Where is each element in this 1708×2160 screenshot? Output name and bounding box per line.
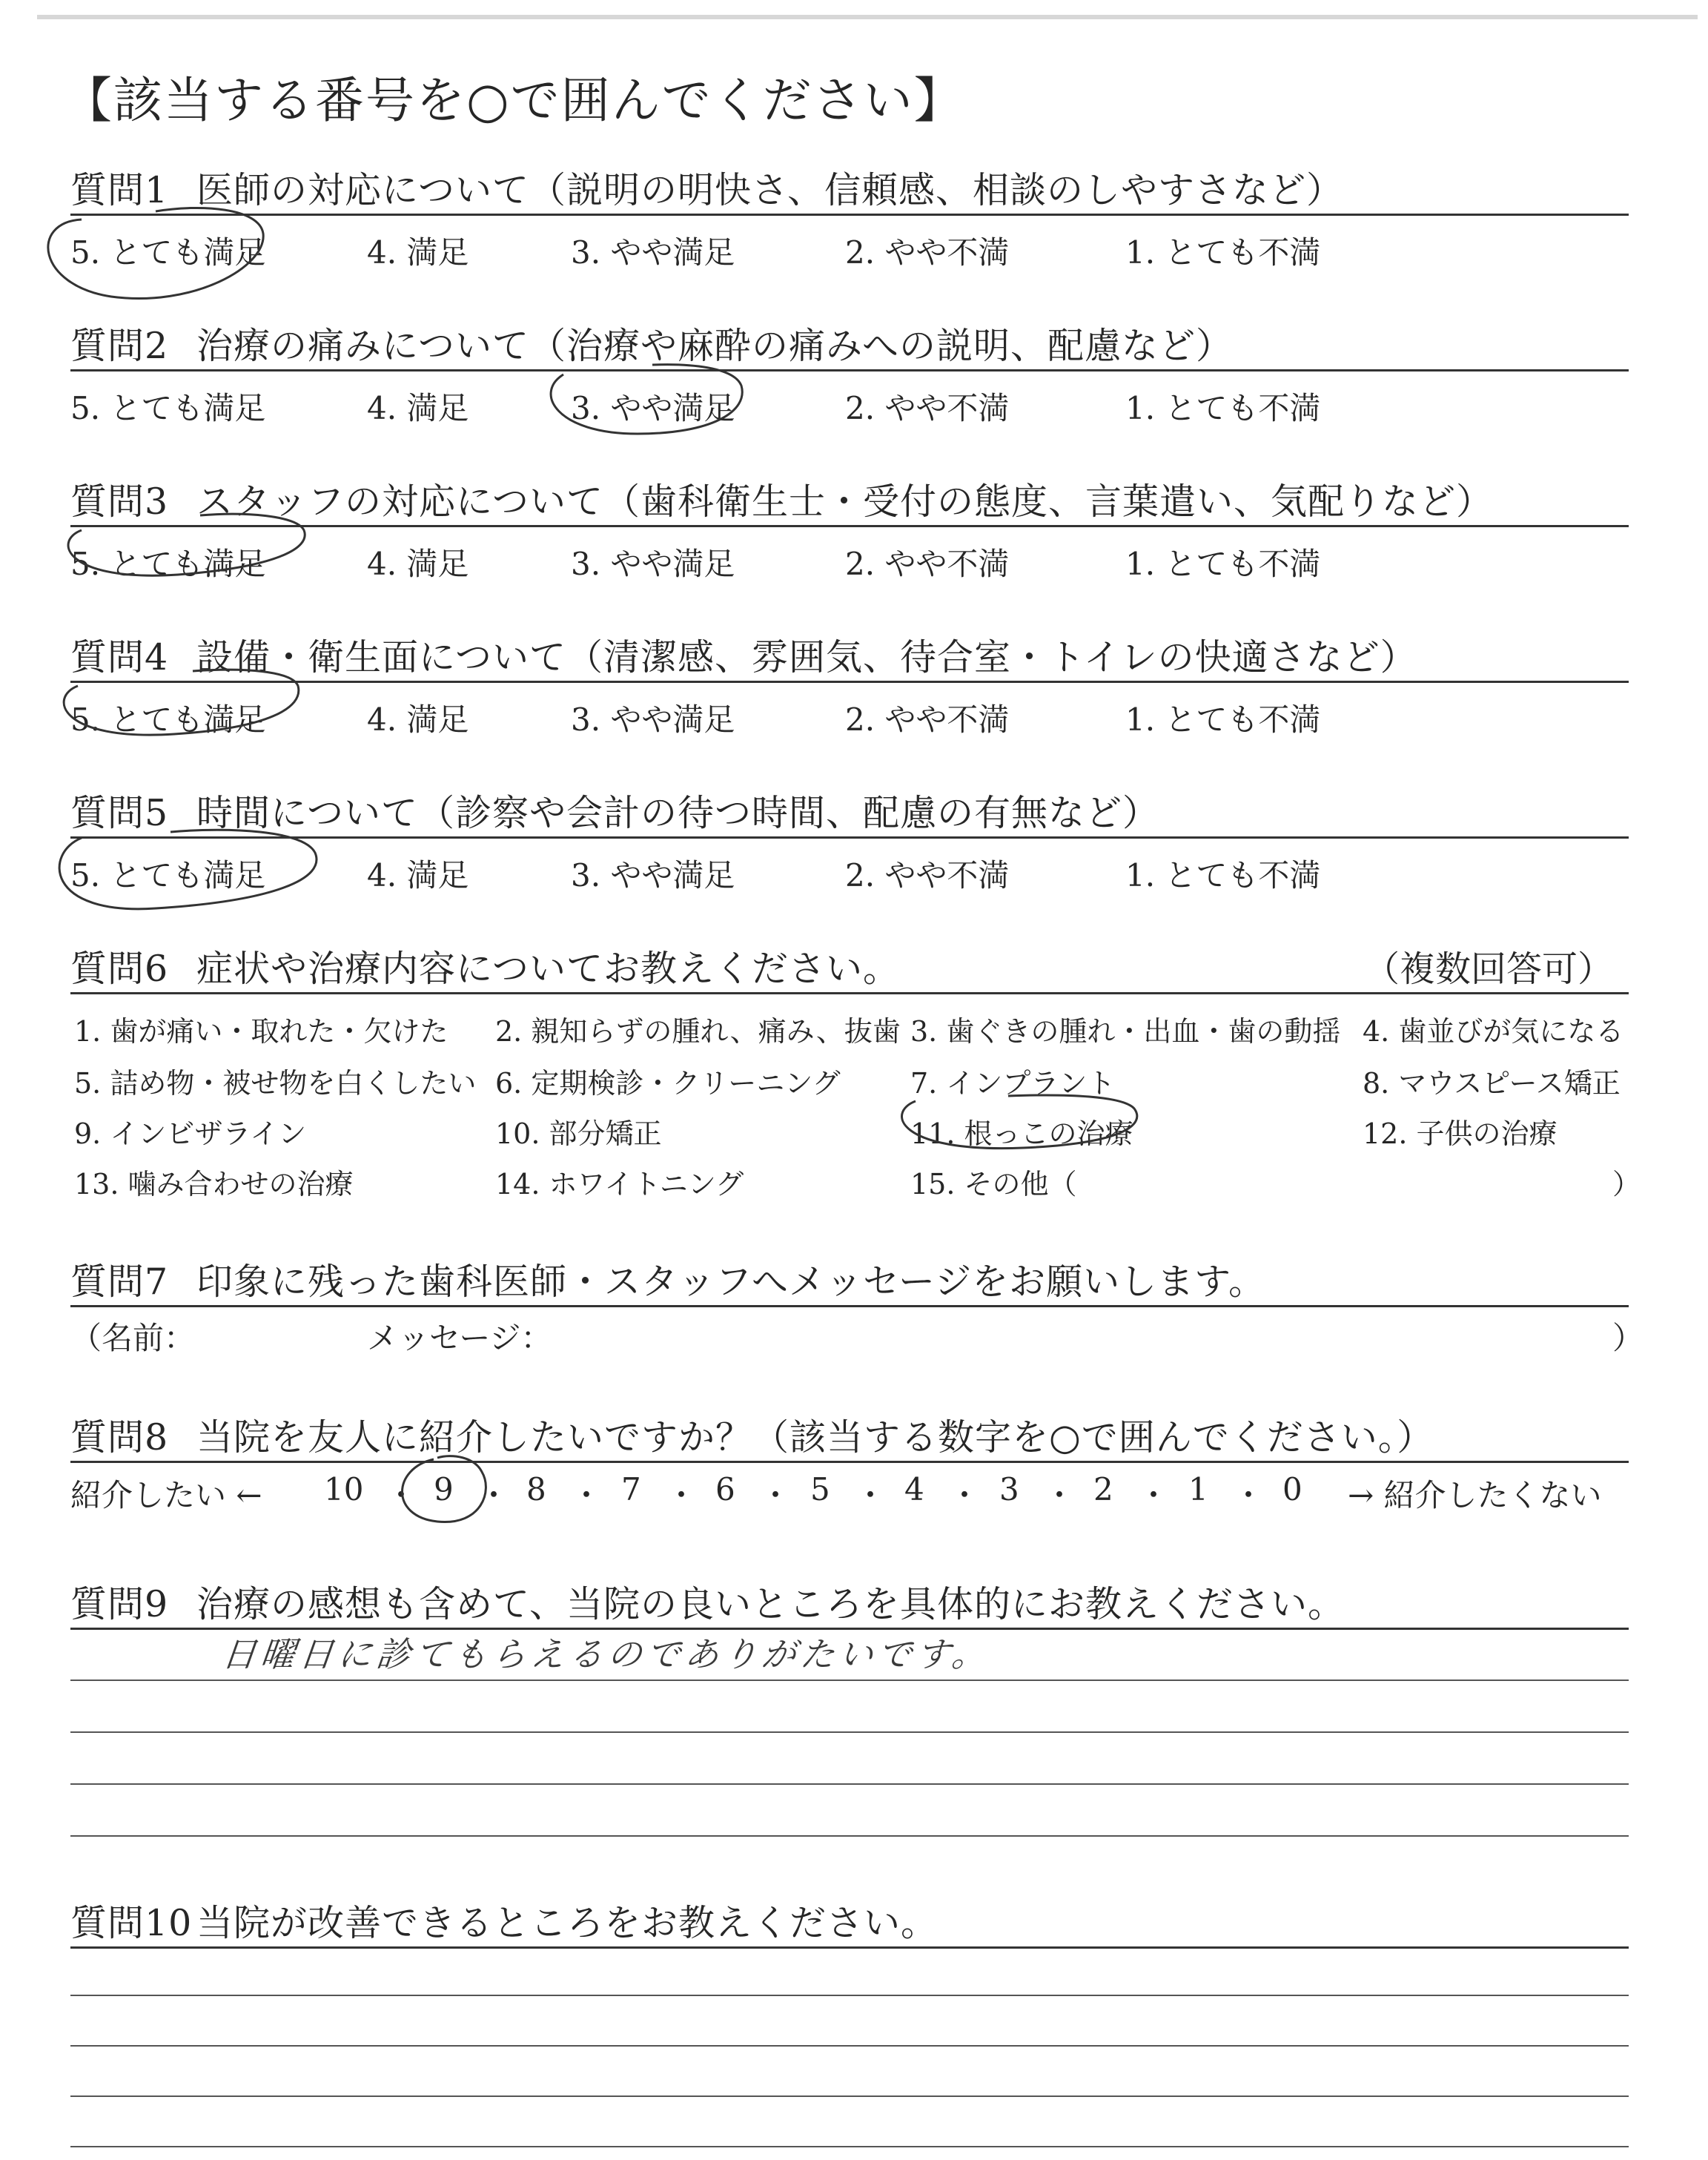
q6-option-12[interactable]: 12. 子供の治療 <box>1363 1117 1558 1150</box>
q6-option-4[interactable]: 4. 歯並びが気になる <box>1363 1015 1624 1048</box>
q1-option-1[interactable]: 1. とても不満 <box>1125 234 1321 271</box>
question-number: 質問9 <box>70 1583 169 1625</box>
q5-option-5[interactable]: 5. とても満足 <box>70 857 266 894</box>
page-title: 【該当する番号を○で囲んでください】 <box>63 72 964 129</box>
q2-option-5[interactable]: 5. とても満足 <box>70 390 266 426</box>
question-number: 質問10 <box>70 1902 193 1944</box>
question-number: 質問3 <box>70 480 169 523</box>
q1-option-5[interactable]: 5. とても満足 <box>70 234 266 271</box>
q6-option-3[interactable]: 3. 歯ぐきの腫れ・出血・歯の動揺 <box>910 1015 1341 1048</box>
q4-option-5[interactable]: 5. とても満足 <box>70 701 266 738</box>
q8-separator: ・ <box>385 1477 417 1513</box>
q8-selection-circle <box>403 1456 486 1522</box>
q6-option-6[interactable]: 6. 定期検診・クリーニング <box>495 1067 841 1100</box>
question-number: 質問4 <box>70 636 169 678</box>
q6-option-8[interactable]: 8. マウスピース矯正 <box>1363 1067 1621 1100</box>
q8-scale-7[interactable]: 7 <box>621 1471 641 1507</box>
q1-option-4[interactable]: 4. 満足 <box>367 234 469 271</box>
question-number: 質問7 <box>70 1261 169 1303</box>
q8-scale-9[interactable]: 9 <box>434 1471 454 1507</box>
q8-separator: ・ <box>666 1477 698 1513</box>
q5-option-2[interactable]: 2. やや不満 <box>845 857 1010 894</box>
question-text: 治療の感想も含めて、当院の良いところを具体的にお教えください。 <box>196 1583 1345 1625</box>
q5-option-1[interactable]: 1. とても不満 <box>1125 857 1321 894</box>
q8-separator: ・ <box>1138 1477 1170 1513</box>
q8-separator: ・ <box>478 1477 510 1513</box>
question-number: 質問2 <box>70 325 169 367</box>
q2-option-2[interactable]: 2. やや不満 <box>845 390 1010 426</box>
q1-selection-circle <box>48 208 266 298</box>
question-text: 設備・衛生面について（清潔感、雰囲気、待合室・トイレの快適さなど） <box>196 636 1417 678</box>
q2-option-4[interactable]: 4. 満足 <box>367 390 469 426</box>
q2-option-1[interactable]: 1. とても不満 <box>1125 390 1321 426</box>
q8-scale-6[interactable]: 6 <box>715 1471 735 1507</box>
q1-option-2[interactable]: 2. やや不満 <box>845 234 1010 271</box>
q4-option-4[interactable]: 4. 満足 <box>367 701 469 738</box>
q3-option-1[interactable]: 1. とても不満 <box>1125 546 1321 582</box>
q8-scale-3[interactable]: 3 <box>999 1471 1019 1507</box>
question-text: スタッフの対応について（歯科衛生士・受付の態度、言葉遣い、気配りなど） <box>196 480 1494 523</box>
question-text: 当院を友人に紹介したいですか？（該当する数字を○で囲んでください。） <box>196 1416 1434 1459</box>
q6-option-10[interactable]: 10. 部分矯正 <box>495 1117 662 1150</box>
q6-option-5[interactable]: 5. 詰め物・被せ物を白くしたい <box>74 1067 477 1100</box>
question-number: 質問5 <box>70 792 169 834</box>
q2-option-3[interactable]: 3. やや満足 <box>571 390 735 426</box>
q7-message-label: メッセージ： <box>367 1320 552 1356</box>
q1-option-3[interactable]: 3. やや満足 <box>571 234 735 271</box>
q6-option-1[interactable]: 1. 歯が痛い・取れた・欠けた <box>74 1015 448 1048</box>
q8-separator: ・ <box>1233 1477 1265 1513</box>
q6-option-13[interactable]: 13. 噛み合わせの治療 <box>74 1168 354 1200</box>
q7-close-paren: ） <box>1612 1320 1644 1356</box>
q8-scale-0[interactable]: 0 <box>1282 1471 1302 1507</box>
question-text: 治療の痛みについて（治療や麻酔の痛みへの説明、配慮など） <box>196 325 1234 367</box>
q6-selection-circle <box>902 1095 1137 1149</box>
question-text: 印象に残った歯科医師・スタッフへメッセージをお願いします。 <box>196 1261 1266 1303</box>
q5-option-4[interactable]: 4. 満足 <box>367 857 469 894</box>
q3-option-5[interactable]: 5. とても満足 <box>70 546 266 582</box>
q3-option-4[interactable]: 4. 満足 <box>367 546 469 582</box>
q8-scale-5[interactable]: 5 <box>810 1471 830 1507</box>
multiple-answers-note: （複数回答可） <box>1364 948 1614 990</box>
q6-option-14[interactable]: 14. ホワイトニング <box>495 1168 744 1200</box>
q6-other-close-paren: ） <box>1612 1168 1641 1200</box>
q2-selection-circle <box>551 365 742 434</box>
q8-scale-2[interactable]: 2 <box>1093 1471 1113 1507</box>
q6-option-15[interactable]: 15. その他（ <box>910 1168 1077 1200</box>
question-text: 当院が改善できるところをお教えください。 <box>196 1902 939 1944</box>
q7-name-label: （名前： <box>70 1320 196 1356</box>
question-number: 質問1 <box>70 169 169 211</box>
q8-scale-4[interactable]: 4 <box>904 1471 924 1507</box>
q3-option-2[interactable]: 2. やや不満 <box>845 546 1010 582</box>
q4-option-3[interactable]: 3. やや満足 <box>571 701 735 738</box>
q6-option-7[interactable]: 7. インプラント <box>910 1067 1116 1100</box>
question-text: 時間について（診察や会計の待つ時間、配慮の有無など） <box>196 792 1160 834</box>
q5-option-3[interactable]: 3. やや満足 <box>571 857 735 894</box>
q8-scale-1[interactable]: 1 <box>1188 1471 1208 1507</box>
q9-handwritten-answer[interactable]: 日曜日に診てもらえるのでありがたいです。 <box>219 1634 993 1674</box>
question-number: 質問8 <box>70 1416 169 1459</box>
q8-separator: ・ <box>1044 1477 1076 1513</box>
q6-option-2[interactable]: 2. 親知らずの腫れ、痛み、抜歯 <box>495 1015 901 1048</box>
q3-selection-circle <box>68 514 305 575</box>
question-text: 症状や治療内容についてお教えください。 <box>196 948 901 990</box>
q8-scale-10[interactable]: 10 <box>324 1471 364 1507</box>
q8-left-label: 紹介したい ← <box>70 1477 262 1513</box>
q8-separator: ・ <box>760 1477 792 1513</box>
q8-right-label: → 紹介したくない <box>1348 1477 1602 1513</box>
q6-option-11[interactable]: 11. 根っこの治療 <box>910 1117 1133 1150</box>
question-number: 質問6 <box>70 948 169 990</box>
q4-option-2[interactable]: 2. やや不満 <box>845 701 1010 738</box>
q8-scale-8[interactable]: 8 <box>526 1471 546 1507</box>
q4-selection-circle <box>64 670 299 735</box>
q8-separator: ・ <box>949 1477 981 1513</box>
q4-option-1[interactable]: 1. とても不満 <box>1125 701 1321 738</box>
question-text: 医師の対応について（説明の明快さ、信頼感、相談のしやすさなど） <box>196 169 1344 211</box>
q3-option-3[interactable]: 3. やや満足 <box>571 546 735 582</box>
q8-separator: ・ <box>571 1477 603 1513</box>
q5-selection-circle <box>59 830 317 909</box>
q8-separator: ・ <box>855 1477 887 1513</box>
q6-option-9[interactable]: 9. インビザライン <box>74 1117 307 1150</box>
